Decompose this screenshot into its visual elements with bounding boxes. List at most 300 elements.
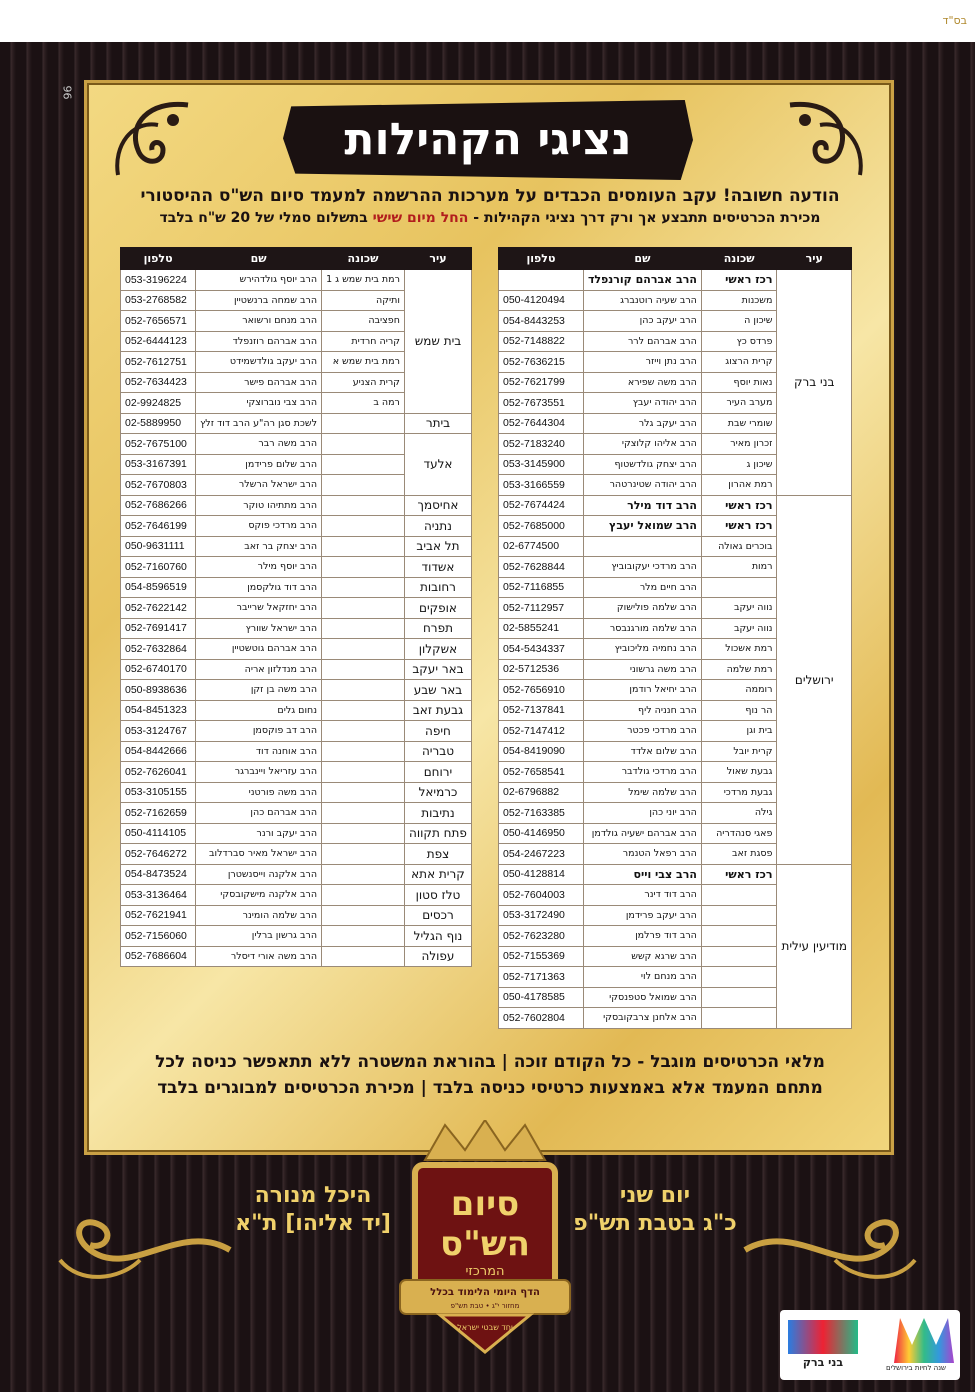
bottom-notice-line-1: מלאי הכרטיסים מוגבל - כל הקודם זוכה | בהוראת המשטרה ללא תתאפשר כניסה לכל — [155, 1052, 825, 1072]
neighborhood-cell: פרדס כץ — [701, 331, 777, 352]
top-margin — [0, 0, 975, 42]
crest-line-5: מחזור י"ג • טבת תש"פ — [450, 1302, 520, 1310]
table-row — [121, 413, 472, 434]
name-cell: הרב יוסף מילר — [196, 557, 322, 578]
phone-cell: 052-7675100 — [121, 434, 196, 455]
neighborhood-cell — [322, 885, 405, 906]
name-cell: הרב נתן וייזר — [583, 352, 701, 373]
phone-cell: 050-4146950 — [499, 823, 584, 844]
table-row — [121, 864, 472, 885]
phone-cell: 050-9631111 — [121, 536, 196, 557]
neighborhood-cell — [322, 803, 405, 824]
header-phone: טלפון — [121, 248, 196, 270]
table-row — [121, 557, 472, 578]
name-cell: הרב יוסף גולדהירש — [196, 270, 322, 291]
neighborhood-cell — [322, 946, 405, 967]
phone-cell: 052-7112957 — [499, 598, 584, 619]
table-row — [121, 577, 472, 598]
neighborhood-cell — [322, 536, 405, 557]
phone-cell: 02-5712536 — [499, 659, 584, 680]
name-cell: הרב יעקב גלר — [583, 413, 701, 434]
city-cell: קרית אתא — [404, 864, 471, 885]
phone-cell: 054-8419090 — [499, 741, 584, 762]
neighborhood-cell — [322, 454, 405, 475]
neighborhood-cell: חפציבה — [322, 311, 405, 332]
neighborhood-cell: קריה חרדית — [322, 331, 405, 352]
city-cell: אשדוד — [404, 557, 471, 578]
phone-cell: 054-2467223 — [499, 844, 584, 865]
neighborhood-cell: פאגי סנהדריה — [701, 823, 777, 844]
name-cell: הרב דב פוקסמן — [196, 721, 322, 742]
phone-cell: 050-8938636 — [121, 680, 196, 701]
phone-cell: 053-3167391 — [121, 454, 196, 475]
phone-cell: 02-5889950 — [121, 413, 196, 434]
phone-cell: 052-7685000 — [499, 516, 584, 537]
neighborhood-cell: בית וגן — [701, 721, 777, 742]
phone-cell: 053-3196224 — [121, 270, 196, 291]
table-row — [499, 270, 852, 291]
city-cell: באר יעקב — [404, 659, 471, 680]
phone-cell: 052-7604003 — [499, 885, 584, 906]
name-cell: הרב משה בן זקן — [196, 680, 322, 701]
siyum-crest-logo — [385, 1120, 585, 1355]
phone-cell: 053-3172490 — [499, 905, 584, 926]
crest-line-6: יחד שבטי ישראל — [457, 1323, 513, 1332]
phone-cell: 050-4128814 — [499, 864, 584, 885]
bnei-brak-logo-text: בני ברק — [802, 1356, 844, 1369]
neighborhood-cell — [701, 946, 777, 967]
table-row — [121, 721, 472, 742]
neighborhood-cell: רכז ראשי — [701, 864, 777, 885]
city-cell: אחיסמך — [404, 495, 471, 516]
neighborhood-cell: שיכון ה — [701, 311, 777, 332]
neighborhood-cell: גבעת מרדכי — [701, 782, 777, 803]
name-cell: הרב שמחה ברנשטיין — [196, 290, 322, 311]
header-name: שם — [196, 248, 322, 270]
neighborhood-cell — [322, 475, 405, 496]
name-cell: הרב שלום פרידמן — [196, 454, 322, 475]
phone-cell: 052-7623280 — [499, 926, 584, 947]
name-cell: הרב שמואל יעבץ — [583, 516, 701, 537]
name-cell: הרב משה גרשוני — [583, 659, 701, 680]
table-row — [121, 905, 472, 926]
table-row — [499, 864, 852, 885]
table-row — [121, 926, 472, 947]
city-cell: תפרח — [404, 618, 471, 639]
jerusalem-logo-icon — [894, 1318, 954, 1363]
event-date: כ"ג בטבת תש"פ — [573, 1211, 737, 1236]
notice-highlight: החל מיום שישי — [372, 210, 469, 226]
neighborhood-cell — [322, 516, 405, 537]
neighborhood-cell: רמת בית שמש א — [322, 352, 405, 373]
phone-cell: 02-9924825 — [121, 393, 196, 414]
neighborhood-cell: קרית יובל — [701, 741, 777, 762]
name-cell: הרב רפאל הטנמר — [583, 844, 701, 865]
name-cell: הרב יצחק בר זאב — [196, 536, 322, 557]
phone-cell: 052-7686604 — [121, 946, 196, 967]
city-cell: בני ברק — [777, 270, 852, 496]
table-row — [121, 844, 472, 865]
city-cell: נתיבות — [404, 803, 471, 824]
phone-cell: 054-8442666 — [121, 741, 196, 762]
sponsor-logos — [780, 1310, 960, 1380]
table-row — [121, 700, 472, 721]
neighborhood-cell — [322, 905, 405, 926]
name-cell: הרב יעקב גולדשמידט — [196, 352, 322, 373]
crest-line-1: סיום — [450, 1184, 520, 1224]
neighborhood-cell — [322, 823, 405, 844]
table-row — [121, 946, 472, 967]
phone-cell: 052-7621941 — [121, 905, 196, 926]
table-row — [499, 495, 852, 516]
phone-cell: 052-7160760 — [121, 557, 196, 578]
city-cell: נתניה — [404, 516, 471, 537]
crest-line-3: המרכזי — [465, 1264, 505, 1279]
city-cell: כרמיאל — [404, 782, 471, 803]
phone-cell: 052-7621799 — [499, 372, 584, 393]
neighborhood-cell — [322, 680, 405, 701]
name-cell: הרב משה רבר — [196, 434, 322, 455]
name-cell: הרב חנניה ליף — [583, 700, 701, 721]
phone-cell: 052-7674424 — [499, 495, 584, 516]
neighborhood-cell: בוכרים גאולה — [701, 536, 777, 557]
name-cell: הרב אליהו קלוצקי — [583, 434, 701, 455]
table-row — [121, 680, 472, 701]
neighborhood-cell — [701, 967, 777, 988]
phone-cell: 053-3145900 — [499, 454, 584, 475]
name-cell: הרב מנדלזון אריה — [196, 659, 322, 680]
city-cell: טלז סטון — [404, 885, 471, 906]
neighborhood-cell: רמת בית שמש ג 1 — [322, 270, 405, 291]
name-cell: הרב מרדכי גולדבר — [583, 762, 701, 783]
neighborhood-cell — [322, 495, 405, 516]
name-cell: הרב יהודה שטינרטהר — [583, 475, 701, 496]
name-cell: הרב אברהם רוזנפלד — [196, 331, 322, 352]
name-cell: הרב שלמה הומינר — [196, 905, 322, 926]
table-row — [121, 270, 472, 291]
table-row — [121, 741, 472, 762]
name-cell: הרב אברהם לרר — [583, 331, 701, 352]
city-cell: רכסים — [404, 905, 471, 926]
name-cell: הרב מרדכי פוקס — [196, 516, 322, 537]
name-cell: הרב מנחם לוי — [583, 967, 701, 988]
venue-sub: [יד אליהו] ת"א — [235, 1211, 391, 1236]
neighborhood-cell: מערב העיר — [701, 393, 777, 414]
phone-cell: 052-7148822 — [499, 331, 584, 352]
notice-text: בתשלום סמלי של 20 ש"ח בלבד — [159, 210, 373, 226]
neighborhood-cell — [322, 864, 405, 885]
neighborhood-cell: רמות — [701, 557, 777, 578]
name-cell: הרב יוני כהן — [583, 803, 701, 824]
name-cell: הרב שלמה שימל — [583, 782, 701, 803]
phone-cell: 052-7632864 — [121, 639, 196, 660]
phone-cell: 050-4178585 — [499, 987, 584, 1008]
side-page-number: 96 — [60, 85, 74, 100]
phone-cell: 053-2768582 — [121, 290, 196, 311]
phone-cell: 052-7634423 — [121, 372, 196, 393]
neighborhood-cell — [322, 741, 405, 762]
neighborhood-cell: נווה יעקב — [701, 598, 777, 619]
neighborhood-cell — [322, 926, 405, 947]
table-row — [121, 823, 472, 844]
city-cell: ביתר — [404, 413, 471, 434]
neighborhood-cell: הר נוף — [701, 700, 777, 721]
header-city: עיר — [777, 248, 852, 270]
neighborhood-cell — [322, 618, 405, 639]
name-cell: הרב אלחנן צרבקובסקי — [583, 1008, 701, 1029]
jerusalem-logo-text: שנה לחיות בירושלים — [885, 1364, 947, 1372]
phone-cell: 053-3136464 — [121, 885, 196, 906]
name-cell: הרב חיים מלר — [583, 577, 701, 598]
neighborhood-cell: רמת אהרון — [701, 475, 777, 496]
table-row — [121, 495, 472, 516]
name-cell: הרב שלום אלדד — [583, 741, 701, 762]
phone-cell: 054-8443253 — [499, 311, 584, 332]
city-cell: חיפה — [404, 721, 471, 742]
phone-cell: 052-7612751 — [121, 352, 196, 373]
neighborhood-cell — [322, 413, 405, 434]
neighborhood-cell — [322, 659, 405, 680]
header-neighborhood: שכונה — [701, 248, 777, 270]
phone-cell: 054-5434337 — [499, 639, 584, 660]
right-corner-ornament — [780, 95, 870, 185]
phone-cell: 052-7646272 — [121, 844, 196, 865]
phone-cell: 02-6774500 — [499, 536, 584, 557]
name-cell: הרב צבי נוברוצקי — [196, 393, 322, 414]
city-cell: ירושלים — [777, 495, 852, 864]
name-cell: הרב אברהם כהן — [196, 803, 322, 824]
neighborhood-cell: רכז ראשי — [701, 516, 777, 537]
city-cell: גבעת זאב — [404, 700, 471, 721]
notice-line-2 — [90, 210, 890, 226]
city-cell: נוף הגליל — [404, 926, 471, 947]
page-title: נציגי הקהילות — [344, 114, 632, 165]
neighborhood-cell: רכז ראשי — [701, 495, 777, 516]
city-cell: אלעד — [404, 434, 471, 496]
neighborhood-cell: קרית הרצוג — [701, 352, 777, 373]
neighborhood-cell — [701, 987, 777, 1008]
city-cell: בית שמש — [404, 270, 471, 414]
neighborhood-cell: נווה יעקב — [701, 618, 777, 639]
notice-line-1: הודעה חשובה! עקב העומסים הכבדים על מערכות ההרשמה למעמד סיום הש"ס ההיסטורי — [140, 186, 840, 206]
header-phone: טלפון — [499, 248, 584, 270]
neighborhood-cell: רמה ב — [322, 393, 405, 414]
neighborhood-cell: משכנות — [701, 290, 777, 311]
table-row — [121, 885, 472, 906]
neighborhood-cell: זכרון מאיר — [701, 434, 777, 455]
phone-cell: 02-5855241 — [499, 618, 584, 639]
name-cell: הרב מתתיהו טוקר — [196, 495, 322, 516]
neighborhood-cell — [322, 844, 405, 865]
phone-cell: 053-3124767 — [121, 721, 196, 742]
phone-cell: 050-4114105 — [121, 823, 196, 844]
city-cell: באר שבע — [404, 680, 471, 701]
phone-cell — [499, 270, 584, 291]
phone-cell: 052-7622142 — [121, 598, 196, 619]
phone-cell: 052-6740170 — [121, 659, 196, 680]
table-row — [121, 639, 472, 660]
phone-cell: 052-7116855 — [499, 577, 584, 598]
phone-cell: 052-7155369 — [499, 946, 584, 967]
phone-cell: 052-7656910 — [499, 680, 584, 701]
name-cell: הרב דוד גולקסמן — [196, 577, 322, 598]
table-row — [121, 598, 472, 619]
name-cell: הרב שמואל סטפנסקי — [583, 987, 701, 1008]
name-cell: הרב נחמיה מליכוביץ — [583, 639, 701, 660]
name-cell: הרב דוד דינר — [583, 885, 701, 906]
phone-cell: 052-7626041 — [121, 762, 196, 783]
neighborhood-cell — [322, 598, 405, 619]
name-cell: הרב יצחק גולדשטוף — [583, 454, 701, 475]
phone-cell: 052-6444123 — [121, 331, 196, 352]
phone-cell: 053-3105155 — [121, 782, 196, 803]
name-cell: הרב יחיאל רודמן — [583, 680, 701, 701]
phone-cell: 054-8451323 — [121, 700, 196, 721]
phone-cell: 052-7156060 — [121, 926, 196, 947]
phone-cell: 02-6796882 — [499, 782, 584, 803]
name-cell: הרב משה שפירא — [583, 372, 701, 393]
phone-cell: 053-3166559 — [499, 475, 584, 496]
neighborhood-cell — [322, 557, 405, 578]
name-cell: הרב יעקב ורנר — [196, 823, 322, 844]
table-row — [121, 762, 472, 783]
notice-text: מכירת הכרטיסים תתבצע אך ורק דרך נציגי הקהילות - — [468, 210, 821, 226]
neighborhood-cell — [701, 1008, 777, 1029]
name-cell: הרב משה אורי דיסלר — [196, 946, 322, 967]
name-cell: הרב אלקנה מישקובסקי — [196, 885, 322, 906]
neighborhood-cell: גילה — [701, 803, 777, 824]
event-date-block — [570, 1182, 740, 1238]
event-day: יום שני — [619, 1183, 691, 1208]
name-cell: נחום גלים — [196, 700, 322, 721]
city-cell: עפולה — [404, 946, 471, 967]
name-cell: הרב גרשון ברלין — [196, 926, 322, 947]
corner-label: בס"ד — [942, 14, 967, 27]
table-row — [121, 782, 472, 803]
phone-cell: 052-7644304 — [499, 413, 584, 434]
phone-cell: 052-7163385 — [499, 803, 584, 824]
phone-cell: 052-7137841 — [499, 700, 584, 721]
neighborhood-cell — [701, 926, 777, 947]
city-cell: אופקים — [404, 598, 471, 619]
phone-cell: 052-7183240 — [499, 434, 584, 455]
table-row — [121, 618, 472, 639]
phone-cell: 052-7646199 — [121, 516, 196, 537]
neighborhood-cell — [701, 577, 777, 598]
name-cell: הרב אברהם גוטשטיין — [196, 639, 322, 660]
header-name: שם — [583, 248, 701, 270]
left-directory-table — [120, 247, 472, 967]
phone-cell: 052-7658541 — [499, 762, 584, 783]
neighborhood-cell: שומרי שבת — [701, 413, 777, 434]
name-cell: הרב אלקנה וייסנשטרן — [196, 864, 322, 885]
name-cell: לשכת סגן רה"ע הרב דוד זלץ — [196, 413, 322, 434]
phone-cell: 052-7670803 — [121, 475, 196, 496]
city-cell: טבריה — [404, 741, 471, 762]
neighborhood-cell: פסגת זאב — [701, 844, 777, 865]
phone-cell: 052-7636215 — [499, 352, 584, 373]
neighborhood-cell — [322, 434, 405, 455]
phone-cell: 052-7673551 — [499, 393, 584, 414]
header-city: עיר — [404, 248, 471, 270]
name-cell: הרב יעקב פרידמן — [583, 905, 701, 926]
city-cell: אשקלון — [404, 639, 471, 660]
name-cell: הרב אברהם קורנפלד — [583, 270, 701, 291]
city-cell: תל אביב — [404, 536, 471, 557]
left-gold-flourish — [40, 1200, 240, 1290]
neighborhood-cell — [701, 905, 777, 926]
phone-cell: 052-7686266 — [121, 495, 196, 516]
table-row — [121, 659, 472, 680]
phone-cell: 052-7628844 — [499, 557, 584, 578]
name-cell: הרב אברהם פישר — [196, 372, 322, 393]
bnei-brak-logo-icon — [788, 1320, 858, 1354]
phone-cell: 052-7691417 — [121, 618, 196, 639]
table-row — [121, 516, 472, 537]
name-cell: הרב ישראל שוורץ — [196, 618, 322, 639]
name-cell: הרב מרדכי יעקובוביץ — [583, 557, 701, 578]
neighborhood-cell: קרית הצניע — [322, 372, 405, 393]
neighborhood-cell: נאות יוסף — [701, 372, 777, 393]
name-cell — [583, 536, 701, 557]
right-directory-table — [498, 247, 852, 1029]
neighborhood-cell — [701, 885, 777, 906]
name-cell: הרב מרדכי פכטר — [583, 721, 701, 742]
venue-name: היכל מנורה — [254, 1183, 372, 1208]
right-gold-flourish — [735, 1200, 935, 1290]
phone-cell: 052-7171363 — [499, 967, 584, 988]
phone-cell: 052-7162659 — [121, 803, 196, 824]
neighborhood-cell — [322, 782, 405, 803]
name-cell: הרב משה פורטני — [196, 782, 322, 803]
city-cell: רחובות — [404, 577, 471, 598]
neighborhood-cell — [322, 700, 405, 721]
neighborhood-cell: גבעת שאול — [701, 762, 777, 783]
name-cell: הרב שלמה מורגנבסר — [583, 618, 701, 639]
phone-cell: 050-4120494 — [499, 290, 584, 311]
neighborhood-cell: רמת שלמה — [701, 659, 777, 680]
phone-cell: 052-7147412 — [499, 721, 584, 742]
city-cell: מודיעין עילית — [777, 864, 852, 1028]
neighborhood-cell: רמת אשכול — [701, 639, 777, 660]
phone-cell: 054-8596519 — [121, 577, 196, 598]
name-cell: הרב שלמה פולישוק — [583, 598, 701, 619]
name-cell: הרב דוד מילר — [583, 495, 701, 516]
left-corner-ornament — [108, 95, 198, 185]
neighborhood-cell — [322, 577, 405, 598]
table-row — [121, 803, 472, 824]
table-row — [121, 536, 472, 557]
neighborhood-cell: רוממה — [701, 680, 777, 701]
neighborhood-cell — [322, 639, 405, 660]
venue-block — [228, 1182, 398, 1238]
name-cell: הרב יהודה יעבץ — [583, 393, 701, 414]
name-cell: הרב שרגא קשש — [583, 946, 701, 967]
phone-cell: 054-8473524 — [121, 864, 196, 885]
name-cell: הרב יעקב כהן — [583, 311, 701, 332]
city-cell: פתח תקווה — [404, 823, 471, 844]
crest-line-2: הש"ס — [440, 1224, 530, 1264]
name-cell: הרב מנחם ורשואר — [196, 311, 322, 332]
name-cell: הרב ישראל מאיר סברדלוב — [196, 844, 322, 865]
name-cell: הרב דוד פרלמן — [583, 926, 701, 947]
neighborhood-cell — [322, 721, 405, 742]
neighborhood-cell: ותיקה — [322, 290, 405, 311]
name-cell: הרב ישראל הרשלר — [196, 475, 322, 496]
city-cell: צפת — [404, 844, 471, 865]
name-cell: הרב עזריאל ויינברגר — [196, 762, 322, 783]
bottom-notice-line-2: מתחם המעמד אלא באמצעות כרטיסי כניסה בלבד | מכירת הכרטיסים למבוגרים בלבד — [157, 1078, 823, 1098]
